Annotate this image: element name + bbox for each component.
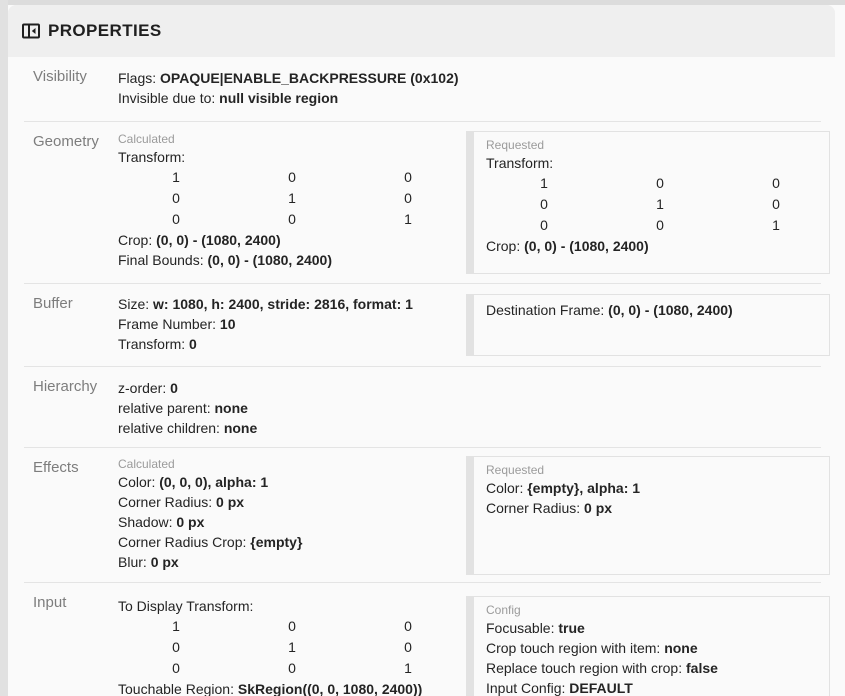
- crop-touch-region-row: [486, 638, 819, 658]
- input-config-value: DEFAULT: [569, 680, 633, 696]
- matrix-cell: 0: [288, 169, 296, 185]
- matrix-cell: 1: [540, 175, 548, 191]
- matrix-cell: 0: [404, 618, 412, 634]
- corner-radius-crop-key: Corner Radius Crop:: [118, 534, 251, 550]
- z-order-key: z-order:: [118, 380, 171, 396]
- z-order-row: [118, 378, 466, 398]
- transform-matrix-row: [118, 209, 466, 230]
- final-bounds-row: [118, 250, 466, 270]
- section-label: Buffer: [33, 295, 73, 312]
- corner-radius-crop-row: [118, 532, 466, 552]
- matrix-cell: 0: [288, 211, 296, 227]
- frame-number-value: 10: [219, 316, 236, 332]
- matrix-cell: 0: [772, 196, 780, 212]
- matrix-cell: 1: [772, 217, 780, 233]
- crop-touch-region-value: none: [664, 640, 698, 656]
- requested-box-geometry: [466, 131, 830, 274]
- crop-row: [118, 230, 466, 250]
- transform-matrix-row: [486, 194, 819, 215]
- matrix-cell: 1: [404, 211, 412, 227]
- crop-value: (0, 0) - (1080, 2400): [156, 232, 281, 248]
- final-bounds-value: (0, 0) - (1080, 2400): [207, 252, 333, 268]
- transform-matrix-row: [118, 658, 466, 679]
- touchable-region-value: SkRegion((0, 0, 1080, 2400)): [237, 681, 423, 696]
- calculated-tag: Calculated: [118, 132, 175, 146]
- relative-parent-key: relative parent:: [118, 400, 215, 416]
- matrix-cell: 0: [172, 211, 180, 227]
- corner-radius-key: Corner Radius:: [486, 500, 585, 516]
- corner-radius-key: Corner Radius:: [118, 494, 217, 510]
- input-config-row: [486, 678, 819, 696]
- color-key: Color:: [486, 480, 528, 496]
- destination-frame-key: Destination Frame:: [486, 302, 609, 318]
- transform-label: Transform:: [486, 155, 554, 171]
- transform-matrix-row: [486, 215, 819, 236]
- properties-panel: [8, 5, 835, 696]
- panel-header: [8, 5, 835, 57]
- relative-parent-value: none: [214, 400, 248, 416]
- replace-touch-region-value: false: [686, 660, 718, 676]
- section-hierarchy: [24, 367, 821, 448]
- buffer-transform-value: 0: [189, 336, 197, 352]
- matrix-cell: 0: [540, 196, 548, 212]
- corner-radius-row: [118, 492, 466, 512]
- matrix-cell: 0: [656, 217, 664, 233]
- input-config-key: Input Config:: [486, 680, 570, 696]
- crop-key: Crop:: [118, 232, 157, 248]
- shadow-value: 0 px: [176, 514, 205, 530]
- color-value: (0, 0, 0), alpha: 1: [159, 474, 269, 490]
- size-row: [118, 294, 466, 314]
- crop-touch-region-key: Crop touch region with item:: [486, 640, 665, 656]
- transform-matrix-row: [118, 616, 466, 637]
- flags-value: OPAQUE|ENABLE_BACKPRESSURE (0x102): [160, 70, 459, 86]
- focusable-value: true: [558, 620, 585, 636]
- crop-value: (0, 0) - (1080, 2400): [524, 238, 649, 254]
- invisible-key: Invisible due to:: [118, 90, 220, 106]
- blur-key: Blur:: [118, 554, 151, 570]
- corner-radius-row: [486, 498, 819, 518]
- matrix-cell: 0: [540, 217, 548, 233]
- matrix-cell: 0: [404, 639, 412, 655]
- panel-title: PROPERTIES: [48, 21, 162, 40]
- color-row: [486, 478, 819, 498]
- crop-row: [486, 236, 819, 256]
- shadow-key: Shadow:: [118, 514, 177, 530]
- sections-container: [8, 57, 835, 696]
- requested-tag: Requested: [486, 463, 545, 477]
- panel-collapse-left-icon[interactable]: [20, 20, 42, 42]
- replace-touch-region-key: Replace touch region with crop:: [486, 660, 686, 676]
- matrix-cell: 1: [404, 660, 412, 676]
- matrix-cell: 0: [172, 639, 180, 655]
- invisible-value: null visible region: [219, 90, 339, 106]
- relative-parent-row: [118, 398, 466, 418]
- matrix-cell: 1: [172, 169, 180, 185]
- matrix-cell: 0: [656, 175, 664, 191]
- flags-key: Flags:: [118, 70, 161, 86]
- replace-touch-region-row: [486, 658, 819, 678]
- section-geometry: [24, 122, 821, 284]
- matrix-cell: 0: [404, 190, 412, 206]
- matrix-cell: 0: [172, 190, 180, 206]
- focusable-row: [486, 618, 819, 638]
- requested-box-buffer: [466, 294, 830, 356]
- destination-frame-row: [486, 300, 819, 320]
- section-label: Visibility: [33, 68, 87, 85]
- frame-number-row: [118, 314, 466, 334]
- size-value: w: 1080, h: 2400, stride: 2816, format: 1: [153, 296, 413, 312]
- touchable-region-row: [118, 679, 466, 696]
- relative-children-row: [118, 418, 466, 438]
- requested-box-effects: [466, 456, 830, 575]
- transform-matrix-row: [118, 637, 466, 658]
- frame-number-key: Frame Number:: [118, 316, 220, 332]
- matrix-cell: 0: [772, 175, 780, 191]
- matrix-cell: 1: [288, 190, 296, 206]
- relative-children-value: none: [223, 420, 258, 436]
- buffer-transform-key: Transform:: [118, 336, 190, 352]
- section-visibility: [24, 57, 821, 122]
- transform-matrix-row: [118, 167, 466, 188]
- section-buffer: [24, 284, 821, 367]
- final-bounds-key: Final Bounds:: [118, 252, 208, 268]
- transform-matrix-row: [486, 173, 819, 194]
- transform-matrix-row: [118, 188, 466, 209]
- transform-label: Transform:: [118, 149, 186, 165]
- destination-frame-value: (0, 0) - (1080, 2400): [608, 302, 733, 318]
- section-label: Effects: [33, 459, 79, 476]
- section-label: Hierarchy: [33, 378, 98, 395]
- section-input: [24, 583, 821, 696]
- invisible-row: [118, 88, 466, 108]
- touchable-region-key: Touchable Region:: [118, 681, 238, 696]
- corner-radius-crop-value: {empty}: [250, 534, 303, 550]
- page-left-edge: [0, 0, 8, 696]
- blur-value: 0 px: [150, 554, 179, 570]
- corner-radius-value: 0 px: [584, 500, 613, 516]
- matrix-cell: 1: [288, 639, 296, 655]
- matrix-cell: 0: [288, 660, 296, 676]
- color-key: Color:: [118, 474, 160, 490]
- matrix-cell: 1: [172, 618, 180, 634]
- section-label: Geometry: [33, 133, 99, 150]
- size-key: Size:: [118, 296, 154, 312]
- calculated-tag: Calculated: [118, 457, 175, 471]
- config-box-input: [466, 596, 830, 696]
- config-tag: Config: [486, 603, 521, 617]
- flags-row: [118, 68, 466, 88]
- color-value: {empty}, alpha: 1: [527, 480, 641, 496]
- matrix-cell: 0: [404, 169, 412, 185]
- relative-children-key: relative children:: [118, 420, 224, 436]
- focusable-key: Focusable:: [486, 620, 559, 636]
- matrix-cell: 0: [172, 660, 180, 676]
- section-effects: [24, 448, 821, 583]
- matrix-cell: 1: [656, 196, 664, 212]
- section-label: Input: [33, 594, 67, 611]
- matrix-cell: 0: [288, 618, 296, 634]
- crop-key: Crop:: [486, 238, 525, 254]
- color-row: [118, 472, 466, 492]
- to-display-transform-label: To Display Transform:: [118, 598, 254, 614]
- z-order-value: 0: [170, 380, 178, 396]
- requested-tag: Requested: [486, 138, 545, 152]
- blur-row: [118, 552, 466, 572]
- shadow-row: [118, 512, 466, 532]
- corner-radius-value: 0 px: [216, 494, 245, 510]
- buffer-transform-row: [118, 334, 466, 354]
